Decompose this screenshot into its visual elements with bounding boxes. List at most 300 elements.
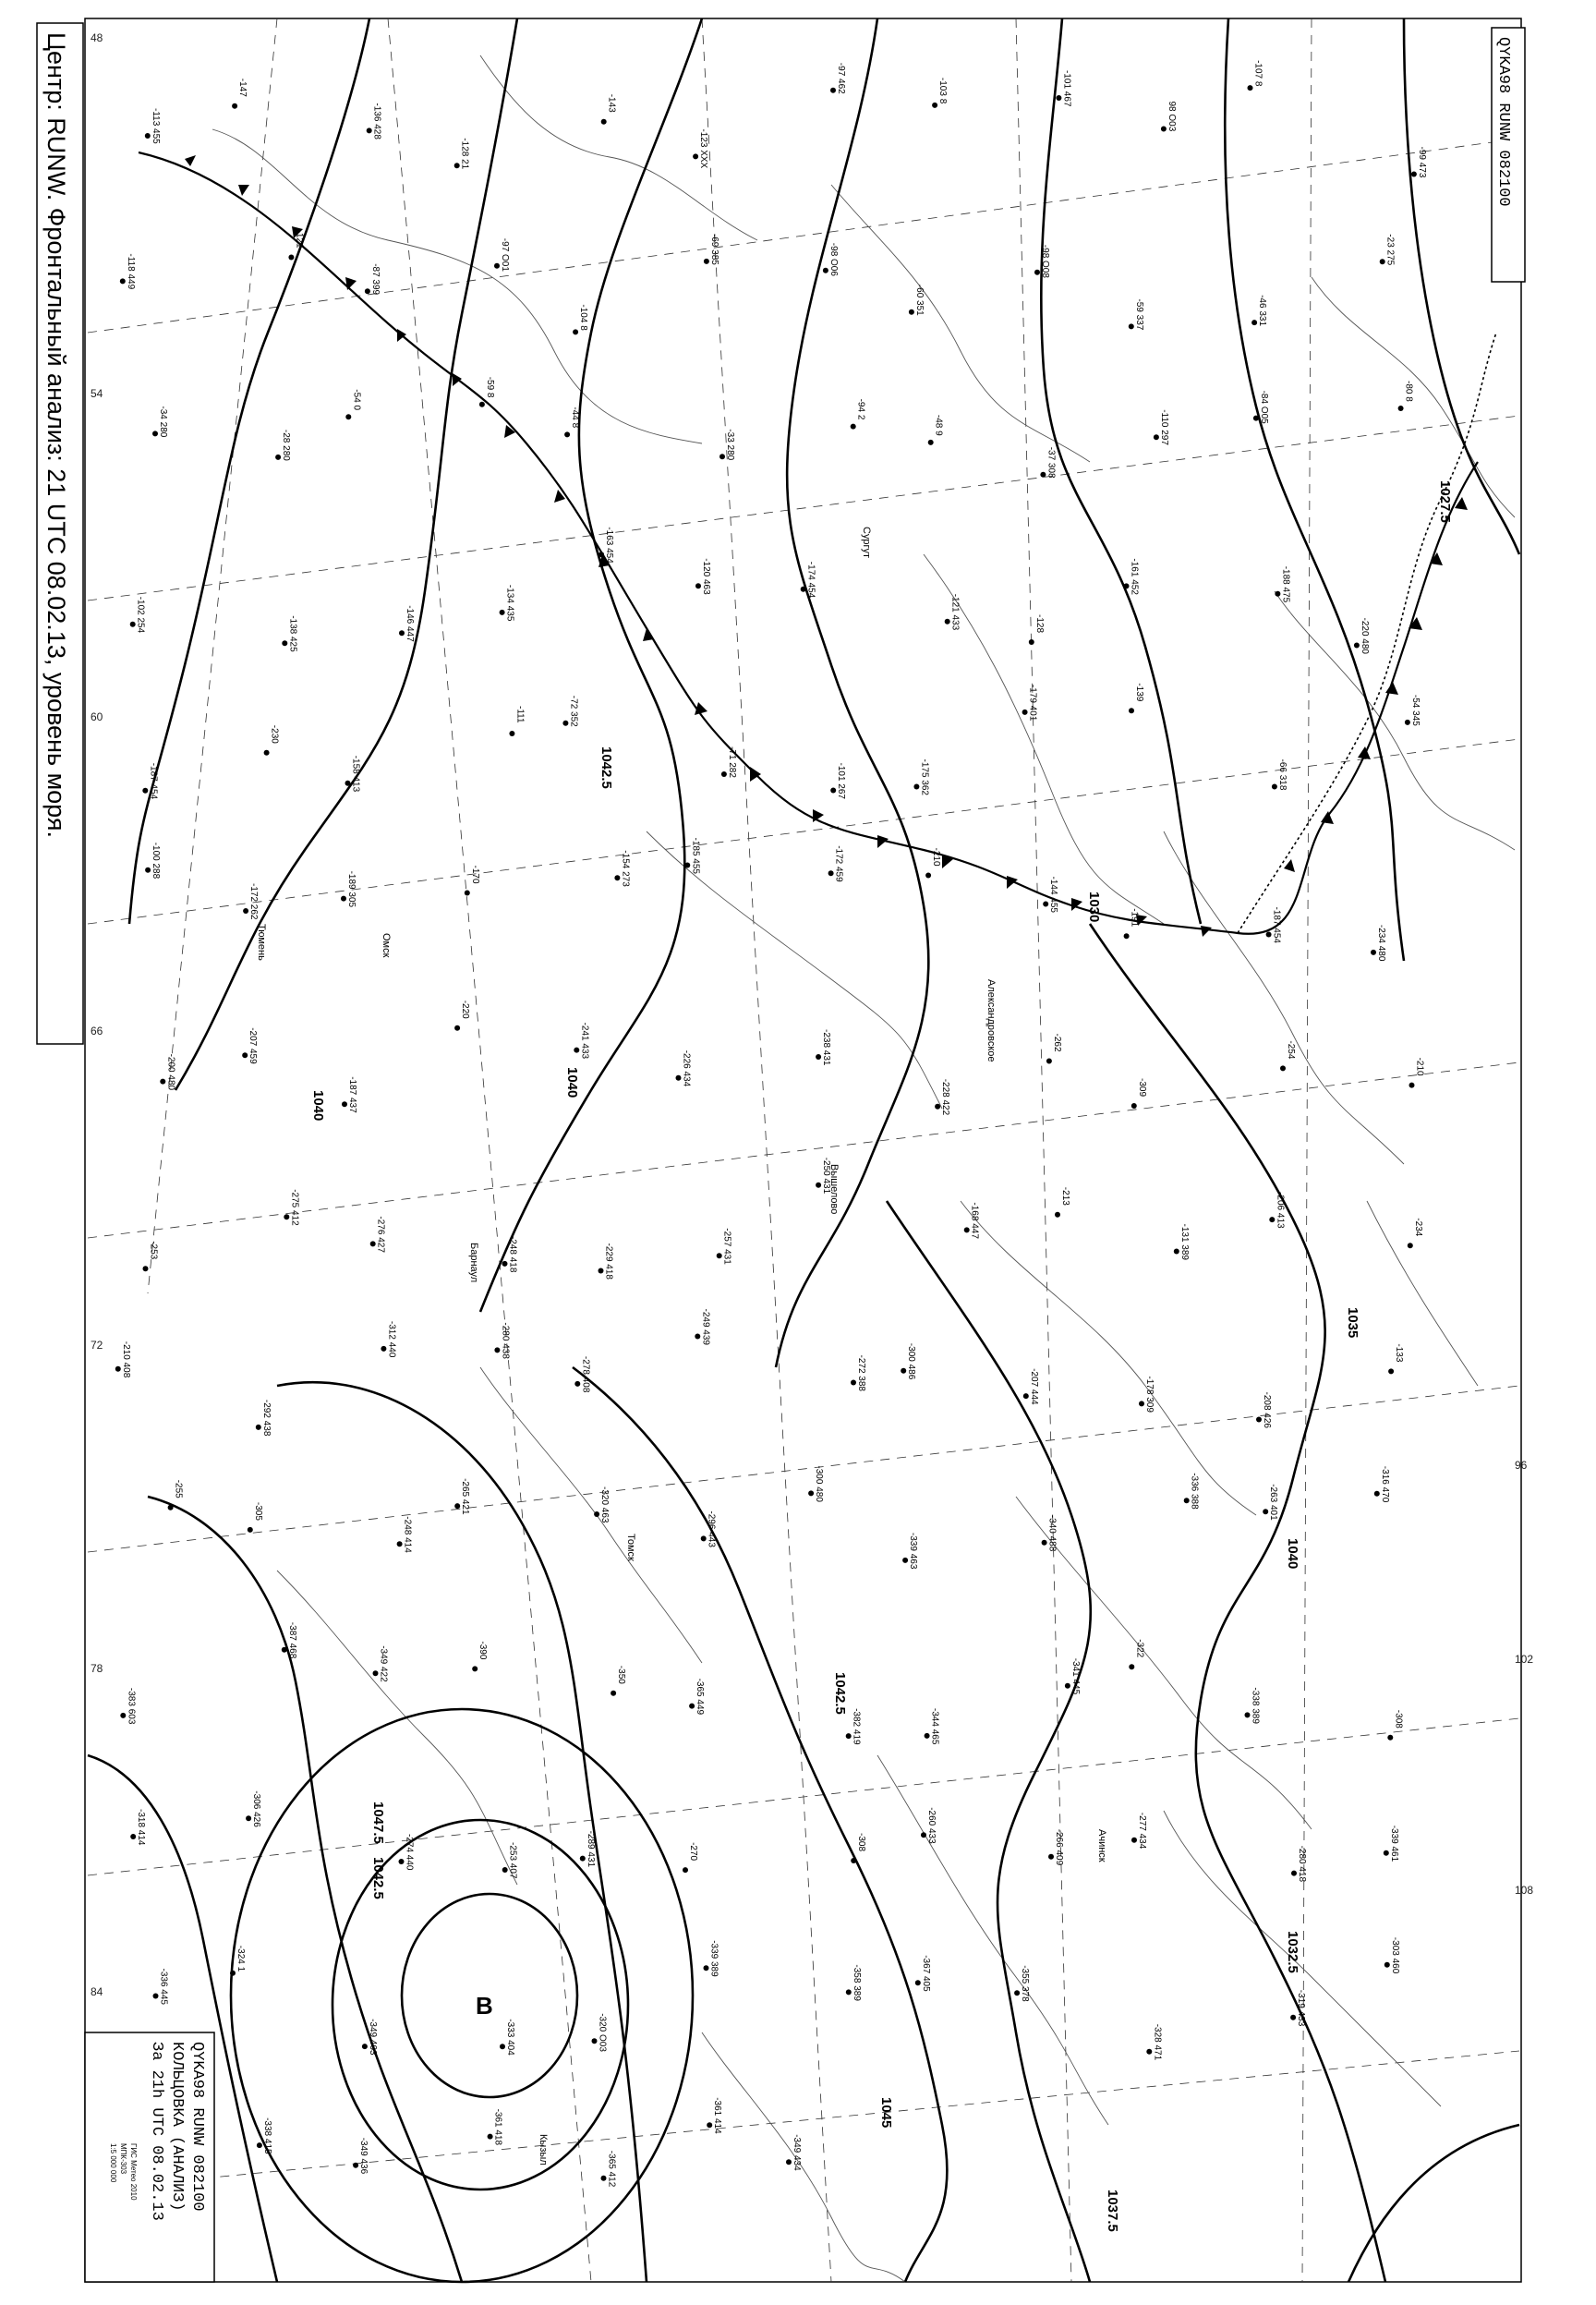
station-dot — [851, 424, 856, 430]
station-value: -234 — [1412, 1218, 1423, 1237]
city-label: Тюмень — [256, 924, 267, 961]
station-value: -300 486 — [906, 1342, 917, 1380]
station-value: -241 433 — [579, 1022, 590, 1060]
station-dot — [573, 329, 578, 334]
station-dot — [1398, 406, 1404, 411]
station-dot — [1405, 720, 1410, 725]
header-code — [1492, 28, 1525, 282]
station-value: -349 403 — [367, 2019, 378, 2056]
station-dot — [801, 587, 806, 592]
station-dot — [598, 552, 604, 557]
station-value: -316 470 — [1379, 1465, 1390, 1503]
station-value: -101 267 — [836, 762, 847, 799]
station-dot — [945, 619, 950, 625]
station-value: -84 O05 — [1258, 390, 1269, 424]
station-value: -179 401 — [1027, 684, 1038, 722]
station-dot — [1272, 784, 1277, 790]
station-dot — [120, 278, 126, 284]
station-dot — [693, 153, 698, 159]
station-value: -120 463 — [701, 558, 711, 595]
station-dot — [1154, 434, 1159, 440]
station-value: -131 389 — [1179, 1223, 1190, 1260]
station-value: -274 440 — [404, 1834, 415, 1871]
header-code-text: QYKA98 RUNW 082100 — [1494, 37, 1512, 207]
station-value: -102 254 — [135, 596, 146, 634]
station-value: -338 389 — [1250, 1687, 1261, 1724]
station-value: -322 — [1134, 1639, 1145, 1658]
station-value: -296 443 — [706, 1510, 717, 1547]
station-dot — [1291, 1871, 1297, 1876]
station-dot — [168, 1505, 174, 1510]
station-value: -276 427 — [375, 1216, 386, 1253]
legend-credit-1: ГИС Метео 2010 — [129, 2143, 138, 2201]
station-value: -54 0 — [351, 389, 362, 411]
station-value: -80 8 — [1403, 381, 1414, 402]
station-dot — [925, 873, 931, 879]
station-dot — [1139, 1401, 1144, 1406]
station-dot — [1374, 1491, 1380, 1497]
station-dot — [465, 891, 470, 896]
station-dot — [1040, 472, 1046, 478]
station-dot — [816, 1183, 821, 1188]
isobar-label: 1045 — [878, 2097, 894, 2129]
city-label: Александровское — [985, 979, 997, 1062]
station-value: -113 455 — [150, 108, 161, 144]
station-value: -97 O01 — [500, 237, 510, 272]
station-dot — [846, 1733, 852, 1739]
station-dot — [574, 1381, 580, 1387]
station-value: -23 275 — [1384, 234, 1396, 266]
station-dot — [397, 1541, 403, 1547]
isobar-label: 1027.5 — [1437, 480, 1453, 523]
station-dot — [242, 1052, 248, 1058]
station-value: -188 475 — [1280, 565, 1291, 603]
station-value: -161 452 — [1129, 558, 1140, 595]
station-dot — [1263, 1509, 1268, 1514]
grid-label: 102 — [1515, 1653, 1534, 1666]
station-value: -253 — [148, 1241, 159, 1260]
station-dot — [925, 1733, 930, 1739]
station-value: -289 431 — [585, 1830, 596, 1868]
station-dot — [562, 721, 568, 726]
station-value: -138 425 — [287, 615, 298, 652]
station-dot — [472, 1666, 478, 1671]
station-dot — [373, 1670, 379, 1676]
legend-line-2: КОЛЬЦОВКА (АНАЛИЗ) — [168, 2042, 186, 2212]
isobar-label: 1042.5 — [598, 746, 614, 789]
station-value: -172 262 — [248, 883, 260, 920]
station-value: -118 449 — [125, 253, 136, 290]
station-dot — [684, 863, 690, 868]
legend-credit-3: 1:5 000 000 — [109, 2143, 117, 2183]
station-value: -336 388 — [1189, 1473, 1200, 1510]
station-dot — [913, 784, 919, 790]
grid-label: 72 — [91, 1339, 103, 1352]
station-dot — [284, 1214, 289, 1219]
station-dot — [256, 1425, 261, 1430]
station-value: -270 — [688, 1842, 698, 1862]
station-dot — [248, 1527, 253, 1533]
station-value: -350 — [616, 1665, 627, 1684]
station-dot — [365, 288, 370, 294]
station-value: -257 431 — [721, 1228, 732, 1265]
station-dot — [345, 414, 351, 419]
city-label: Вышелово — [828, 1164, 840, 1215]
station-value: -71 282 — [726, 746, 737, 778]
station-dot — [370, 1241, 376, 1246]
station-value: -336 445 — [158, 1968, 169, 2005]
station-dot — [1245, 1712, 1251, 1717]
station-value: -277 434 — [1137, 1812, 1147, 1850]
station-value: -344 465 — [929, 1707, 940, 1745]
station-dot — [676, 1075, 682, 1081]
station-dot — [594, 1511, 599, 1517]
station-value: -46 331 — [1257, 295, 1268, 327]
station-value: -333 404 — [505, 2019, 515, 2056]
station-value: -54 345 — [1409, 694, 1421, 726]
station-dot — [399, 630, 405, 636]
station-value: -139 — [1134, 683, 1144, 702]
isobar-label: 1037.5 — [1105, 2190, 1120, 2232]
station-dot — [719, 454, 725, 459]
station-dot — [1184, 1498, 1190, 1503]
station-dot — [1408, 1243, 1413, 1248]
station-value: -308 — [856, 1833, 867, 1852]
pressure-center — [476, 1992, 493, 2020]
station-dot — [494, 263, 500, 269]
station-dot — [454, 1025, 460, 1031]
station-value: -341 445 — [1070, 1657, 1081, 1695]
station-dot — [115, 1366, 121, 1372]
station-dot — [120, 1713, 126, 1718]
pressure-center-label: В — [476, 1992, 493, 2020]
station-dot — [601, 119, 607, 125]
station-value: -349 436 — [358, 2137, 369, 2175]
station-value: -170 — [469, 865, 480, 884]
station-value: -133 — [1394, 1343, 1405, 1363]
station-dot — [1048, 1854, 1054, 1860]
station-value: -33 280 — [725, 429, 735, 461]
station-dot — [509, 731, 514, 736]
isobar-label: 1040 — [1285, 1538, 1300, 1570]
station-value: -60 351 — [913, 284, 925, 316]
station-value: -349 422 — [378, 1645, 389, 1682]
station-dot — [1256, 1417, 1262, 1423]
station-value: -134 435 — [504, 584, 515, 622]
station-value: -66 318 — [1276, 758, 1288, 791]
station-value: -292 438 — [260, 1399, 272, 1437]
station-value: -340 488 — [1046, 1514, 1058, 1552]
station-dot — [275, 455, 281, 460]
station-dot — [901, 1368, 906, 1374]
station-value: -87 399 — [369, 263, 381, 296]
station-dot — [246, 1815, 251, 1821]
station-value: -48 9 — [933, 414, 944, 436]
station-dot — [683, 1867, 688, 1873]
station-dot — [1354, 643, 1360, 649]
station-value: -390 — [478, 1641, 489, 1660]
station-value: -278 408 — [580, 1355, 591, 1393]
station-value: -210 — [931, 847, 942, 867]
station-dot — [823, 268, 828, 273]
station-dot — [689, 1704, 695, 1709]
isobar-label: 1032.5 — [1285, 1931, 1300, 1973]
station-value: -210 408 — [120, 1341, 131, 1378]
station-value: -207 444 — [1028, 1368, 1039, 1405]
station-value: -249 439 — [700, 1308, 711, 1345]
station-value: -121 — [294, 229, 305, 249]
station-value: -207 459 — [248, 1027, 259, 1064]
station-dot — [153, 1994, 159, 1999]
station-value: -37 308 — [1046, 446, 1057, 479]
station-dot — [909, 309, 914, 315]
station-dot — [232, 103, 237, 109]
station-value: -123 XXX — [698, 128, 709, 169]
station-value: -361 418 — [492, 2108, 503, 2146]
station-dot — [1131, 1838, 1137, 1843]
station-dot — [399, 1859, 405, 1864]
station-dot — [1056, 95, 1061, 101]
station-value: 98 O03 — [1166, 101, 1177, 132]
station-dot — [130, 622, 136, 627]
station-value: -265 421 — [460, 1478, 471, 1515]
station-value: -328 471 — [1152, 2023, 1163, 2061]
station-dot — [1388, 1368, 1394, 1374]
station-dot — [614, 875, 620, 880]
station-value: -189 305 — [346, 870, 357, 908]
station-value: -136 428 — [371, 103, 382, 140]
station-dot — [1253, 416, 1259, 421]
station-dot — [1043, 902, 1048, 907]
station-dot — [152, 431, 158, 436]
station-dot — [494, 1347, 500, 1353]
grid-label: 66 — [91, 1025, 103, 1037]
station-value: -101 467 — [1061, 70, 1072, 107]
station-dot — [1146, 2049, 1152, 2055]
station-value: -338 415 — [261, 2117, 272, 2154]
station-dot — [488, 2134, 493, 2140]
station-dot — [288, 255, 294, 261]
station-value: -234 480 — [1376, 924, 1386, 962]
station-dot — [282, 640, 287, 646]
station-dot — [362, 2044, 368, 2049]
station-value: -174 454 — [805, 561, 816, 599]
station-dot — [1014, 1990, 1020, 1996]
station-dot — [1280, 1065, 1286, 1071]
station-dot — [921, 1832, 926, 1838]
station-dot — [707, 2122, 712, 2128]
station-dot — [479, 402, 485, 407]
station-dot — [1124, 583, 1130, 588]
station-value: -94 2 — [855, 398, 866, 420]
station-value: -262 — [1051, 1033, 1062, 1052]
station-value: -320 463 — [599, 1486, 611, 1523]
city-label: Барнаул — [468, 1243, 479, 1283]
station-value: -187 437 — [347, 1076, 357, 1113]
station-value: -28 280 — [281, 429, 292, 461]
city-label: Кызыл — [538, 2134, 549, 2165]
city-label: Ачинск — [1096, 1829, 1107, 1862]
station-dot — [928, 440, 934, 445]
station-value: -187 454 — [1271, 906, 1282, 943]
station-value: -367 405 — [920, 1955, 931, 1992]
isobar-label: 1035 — [1345, 1307, 1360, 1339]
station-value: -228 422 — [940, 1078, 951, 1116]
legend-credit-2: МПК-303 — [119, 2143, 127, 2175]
station-value: -100 288 — [151, 842, 162, 880]
station-value: -248 414 — [402, 1516, 413, 1553]
station-dot — [1046, 1059, 1052, 1064]
station-value: -158 413 — [350, 755, 361, 793]
station-dot — [830, 88, 836, 93]
station-value: -110 297 — [1158, 409, 1169, 445]
station-value: -263 401 — [1268, 1484, 1279, 1521]
station-value: -365 412 — [606, 2150, 617, 2188]
station-value: -128 — [1034, 614, 1045, 634]
station-dot — [851, 1858, 856, 1863]
station-dot — [964, 1227, 970, 1232]
station-value: -98 O06 — [828, 242, 839, 276]
station-value: -275 412 — [289, 1189, 300, 1226]
station-dot — [454, 163, 460, 168]
station-value: -97 462 — [836, 62, 846, 94]
grid-label: 48 — [91, 31, 103, 44]
station-dot — [1029, 639, 1034, 645]
station-value: -266 409 — [1054, 1828, 1064, 1866]
station-dot — [282, 1647, 287, 1653]
legend-line-1: QYKA98 RUNW 082100 — [188, 2042, 206, 2212]
city-label: Омск — [381, 933, 392, 958]
station-dot — [353, 2163, 358, 2168]
station-value: -382 419 — [851, 1708, 862, 1745]
station-value: -248 418 — [507, 1235, 518, 1273]
station-value: -280 438 — [500, 1322, 511, 1359]
station-dot — [902, 1558, 908, 1563]
station-value: -306 426 — [251, 1790, 262, 1827]
station-dot — [1055, 1212, 1060, 1218]
station-value: -226 434 — [681, 1049, 692, 1087]
station-dot — [243, 908, 248, 914]
station-value: -250 431 — [821, 1157, 832, 1195]
station-dot — [1034, 270, 1040, 275]
station-dot — [846, 1989, 852, 1995]
isobar-label: 1030 — [1086, 892, 1102, 923]
station-value: -365 449 — [695, 1678, 706, 1716]
station-value: -312 440 — [386, 1320, 397, 1358]
station-dot — [145, 133, 151, 139]
station-value: -98 O08 — [1040, 244, 1050, 278]
station-dot — [1129, 323, 1134, 329]
station-dot — [701, 1535, 707, 1541]
isobar-label: 1042.5 — [370, 1857, 386, 1899]
station-dot — [816, 1054, 821, 1060]
station-dot — [1269, 1217, 1275, 1222]
station-dot — [786, 2159, 792, 2165]
station-value: -320 O03 — [597, 2013, 608, 2052]
station-dot — [915, 1980, 921, 1985]
station-value: -319 433 — [1296, 1989, 1307, 2027]
station-value: -144 455 — [1048, 876, 1059, 913]
title-banner — [37, 23, 83, 1044]
station-value: -355 378 — [1020, 1965, 1031, 2002]
station-value: -280 418 — [1297, 1845, 1307, 1883]
station-value: -107 8 — [1252, 60, 1264, 87]
station-value: -361 414 — [712, 2097, 723, 2134]
station-dot — [341, 896, 346, 902]
station-dot — [502, 1867, 508, 1873]
station-dot — [1065, 1683, 1070, 1689]
station-value: -128 21 — [459, 138, 470, 170]
station-value: -229 418 — [603, 1243, 614, 1280]
station-value: -339 389 — [708, 1940, 719, 1977]
station-value: -147 — [237, 78, 248, 97]
legend-box — [85, 2032, 214, 2282]
station-value: -175 362 — [919, 758, 930, 795]
station-dot — [142, 788, 148, 794]
station-value: -255 — [173, 1479, 184, 1498]
station-dot — [695, 1334, 700, 1340]
station-value: -210 — [1414, 1057, 1425, 1076]
station-value: -254 — [1286, 1040, 1296, 1060]
station-value: -213 — [1060, 1186, 1070, 1206]
station-value: -387 468 — [286, 1621, 297, 1659]
station-value: -303 460 — [1389, 1936, 1400, 1974]
isobar-label: 1040 — [564, 1067, 580, 1098]
station-dot — [717, 1253, 722, 1258]
station-dot — [580, 1856, 586, 1862]
station-dot — [1380, 259, 1385, 264]
station-value: -349 434 — [792, 2134, 802, 2171]
station-dot — [145, 867, 151, 873]
station-dot — [1124, 933, 1130, 939]
station-dot — [598, 1268, 604, 1274]
station-dot — [500, 2044, 505, 2049]
station-dot — [257, 2142, 262, 2148]
station-value: -324 1 — [236, 1945, 246, 1972]
station-value: -72 352 — [568, 695, 579, 727]
station-value: -99 473 — [1416, 146, 1427, 178]
grid-label: 108 — [1515, 1884, 1534, 1897]
station-value: -44 8 — [570, 406, 581, 429]
station-value: -272 388 — [856, 1354, 866, 1391]
station-dot — [1290, 2015, 1296, 2020]
station-dot — [143, 1266, 149, 1271]
title-text: Центр: RUNW. Фронтальный анализ: 21 UTC 08.02.13, уровень моря. — [42, 32, 70, 839]
station-value: -253 407 — [507, 1842, 518, 1879]
station-dot — [500, 610, 505, 615]
station-dot — [1129, 1664, 1134, 1669]
station-dot — [601, 2176, 607, 2181]
station-value: -383 603 — [126, 1687, 137, 1725]
grid-label: 54 — [91, 387, 103, 400]
station-value: -208 426 — [1262, 1391, 1272, 1428]
station-dot — [160, 1079, 165, 1085]
station-dot — [264, 750, 270, 756]
station-dot — [1131, 1103, 1137, 1109]
station-dot — [342, 1101, 347, 1107]
station-value: -143 — [606, 93, 617, 113]
station-dot — [367, 127, 372, 133]
isobar-label: 1047.5 — [370, 1802, 386, 1844]
station-dot — [502, 1261, 508, 1267]
station-value: -220 480 — [1359, 617, 1370, 654]
station-dot — [704, 259, 709, 264]
station-value: -121 433 — [949, 593, 961, 631]
station-value: -163 454 — [604, 527, 615, 564]
station-dot — [1023, 1393, 1029, 1399]
station-value: -318 414 — [136, 1809, 147, 1846]
station-dot — [230, 1971, 236, 1976]
